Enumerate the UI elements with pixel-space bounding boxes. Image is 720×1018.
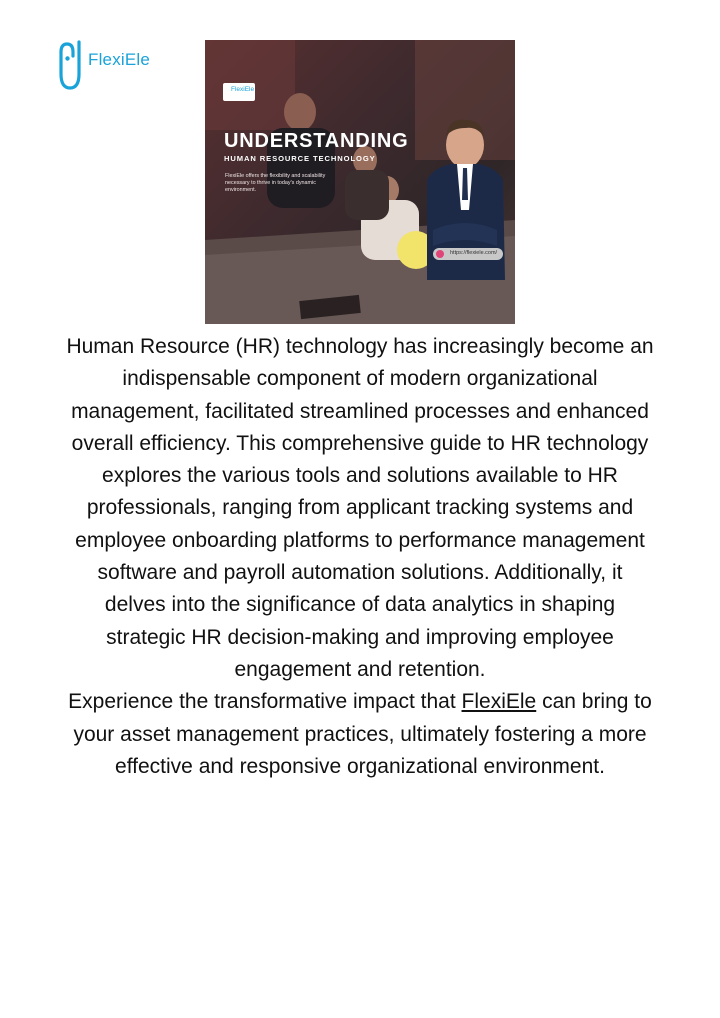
- paperclip-logo-icon: [57, 38, 89, 94]
- hero-banner-image: [205, 40, 515, 324]
- paragraph-intro: Human Resource (HR) technology has increasingly become an indispensable component of modern organizational management, facilitated streamlined processes and enhanced overall efficiency. This comprehensive guide to HR technology explores the various tools and solutions available to HR professionals, ranging from applicant tracking systems and employee onboarding platforms to performance management software and payroll automation solutions. Additionally, it delves into the significance of data analytics in shaping strategic HR decision-making and improving employee engagement and retention.: [66, 335, 654, 681]
- paragraph-cta: [66, 686, 654, 783]
- hero-title: UNDERSTANDING: [224, 130, 409, 152]
- article-body: [66, 331, 654, 783]
- hero-caption: FlexiEle offers the flexibility and scalability necessary to thrive in today's dynamic environment.: [225, 173, 326, 193]
- instagram-icon: [436, 250, 444, 258]
- cta-text-after: can bring to your asset management practices, ultimately fostering a more effective and responsive organizational environment.: [73, 690, 652, 778]
- logo-text: FlexiEle: [88, 50, 151, 69]
- hero-subtitle: HUMAN RESOURCE TECHNOLOGY: [224, 154, 376, 163]
- hero-logo-text: FlexiEle: [231, 86, 255, 93]
- flexiele-logo[interactable]: [57, 38, 187, 94]
- cta-text-before: Experience the transformative impact that: [68, 690, 462, 714]
- hero-link-text: https://flexiele.com/: [450, 250, 498, 256]
- flexiele-link[interactable]: FlexiEle: [461, 690, 537, 714]
